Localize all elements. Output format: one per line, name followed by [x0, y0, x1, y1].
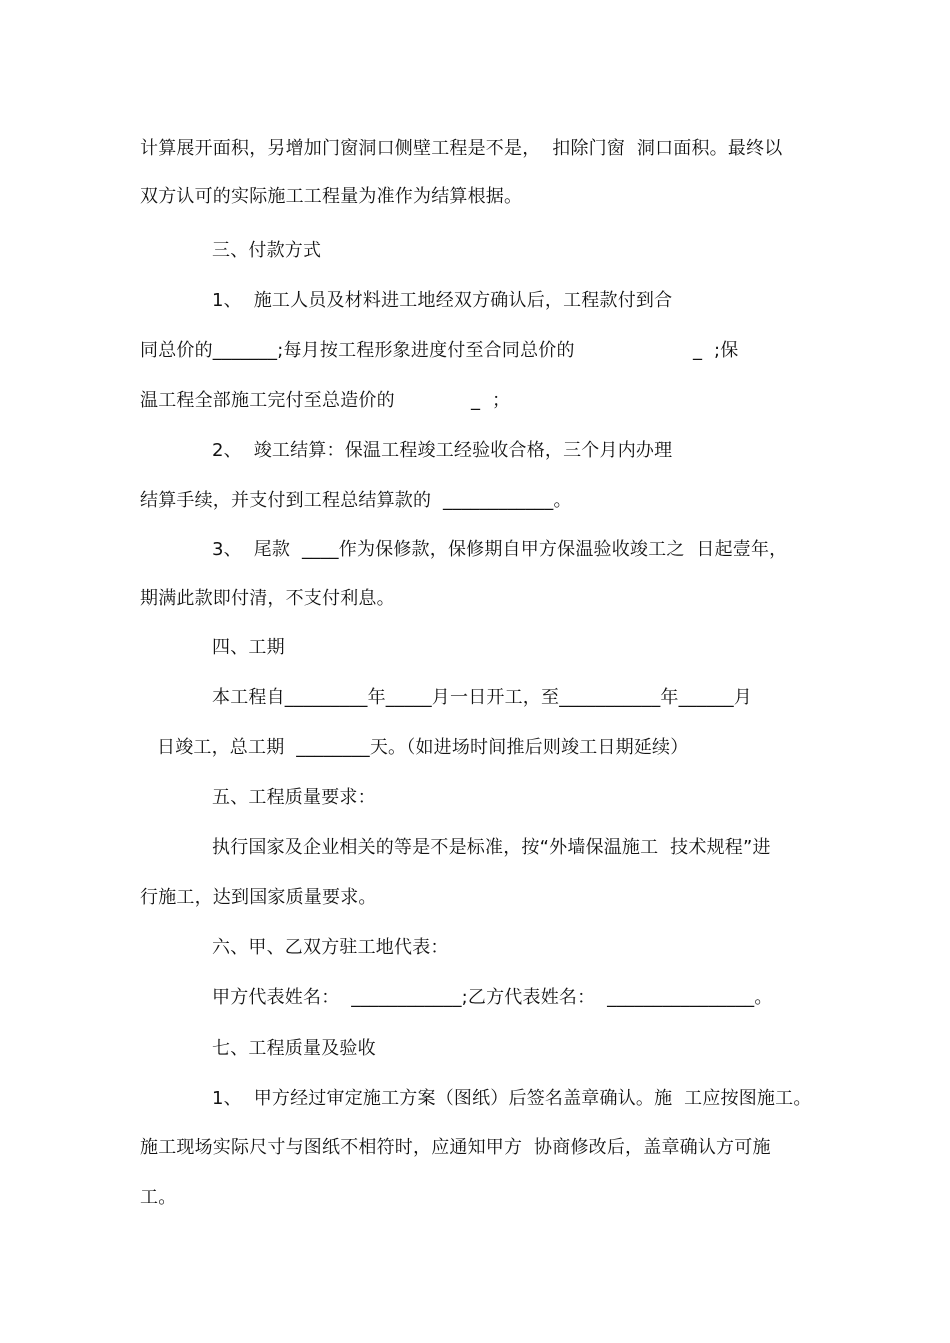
text-line-5b: _ ;保	[693, 340, 739, 361]
text-line-16: 行施工，达到国家质量要求。	[140, 887, 377, 908]
text-line-18: 甲方代表姓名： ____________;乙方代表姓名： ________________。	[212, 987, 773, 1008]
section-heading-quality: 五、工程质量要求：	[212, 787, 376, 808]
text-line-7: 2、 竣工结算：保温工程竣工经验收合格，三个月内办理	[212, 440, 673, 461]
text-line-9: 3、 尾款 ____作为保修款，保修期自甲方保温验收竣工之 日起壹年，	[212, 539, 788, 560]
text-line-13: 日竣工，总工期 ________天。（如进场时间推后则竣工日期延续）	[157, 737, 689, 758]
text-line-4: 1、 施工人员及材料进工地经双方确认后，工程款付到合	[212, 290, 673, 311]
section-heading-payment: 三、付款方式	[212, 240, 322, 261]
text-line-1: 计算展开面积，另增加门窗洞口侧壁工程是不是， 扣除门窗 洞口面积。最终以	[140, 138, 783, 159]
text-line-12: 本工程自_________年_____月一日开工，至___________年______月	[212, 687, 752, 708]
section-heading-schedule: 四、工期	[212, 637, 285, 658]
text-line-2: 双方认可的实际施工工程量为准作为结算根据。	[140, 186, 523, 207]
text-line-10: 期满此款即付清，不支付利息。	[140, 588, 395, 609]
text-line-20: 1、 甲方经过审定施工方案（图纸）后签名盖章确认。施 工应按图施工。	[212, 1088, 812, 1109]
text-line-15: 执行国家及企业相关的等是不是标准，按“外墙保温施工 技术规程”进	[212, 837, 771, 858]
section-heading-representatives: 六、甲、乙双方驻工地代表：	[212, 937, 449, 958]
text-line-8: 结算手续，并支付到工程总结算款的 ____________。	[140, 490, 572, 511]
text-line-22: 工。	[140, 1187, 177, 1208]
section-heading-acceptance: 七、工程质量及验收	[212, 1038, 376, 1059]
text-line-6: 温工程全部施工完付至总造价的	[140, 390, 395, 411]
text-line-5: 同总价的_______;每月按工程形象进度付至合同总价的	[140, 340, 575, 361]
text-line-21: 施工现场实际尺寸与图纸不相符时，应通知甲方 协商修改后，盖章确认方可施	[140, 1137, 771, 1158]
text-line-6b: _ ；	[471, 390, 511, 411]
